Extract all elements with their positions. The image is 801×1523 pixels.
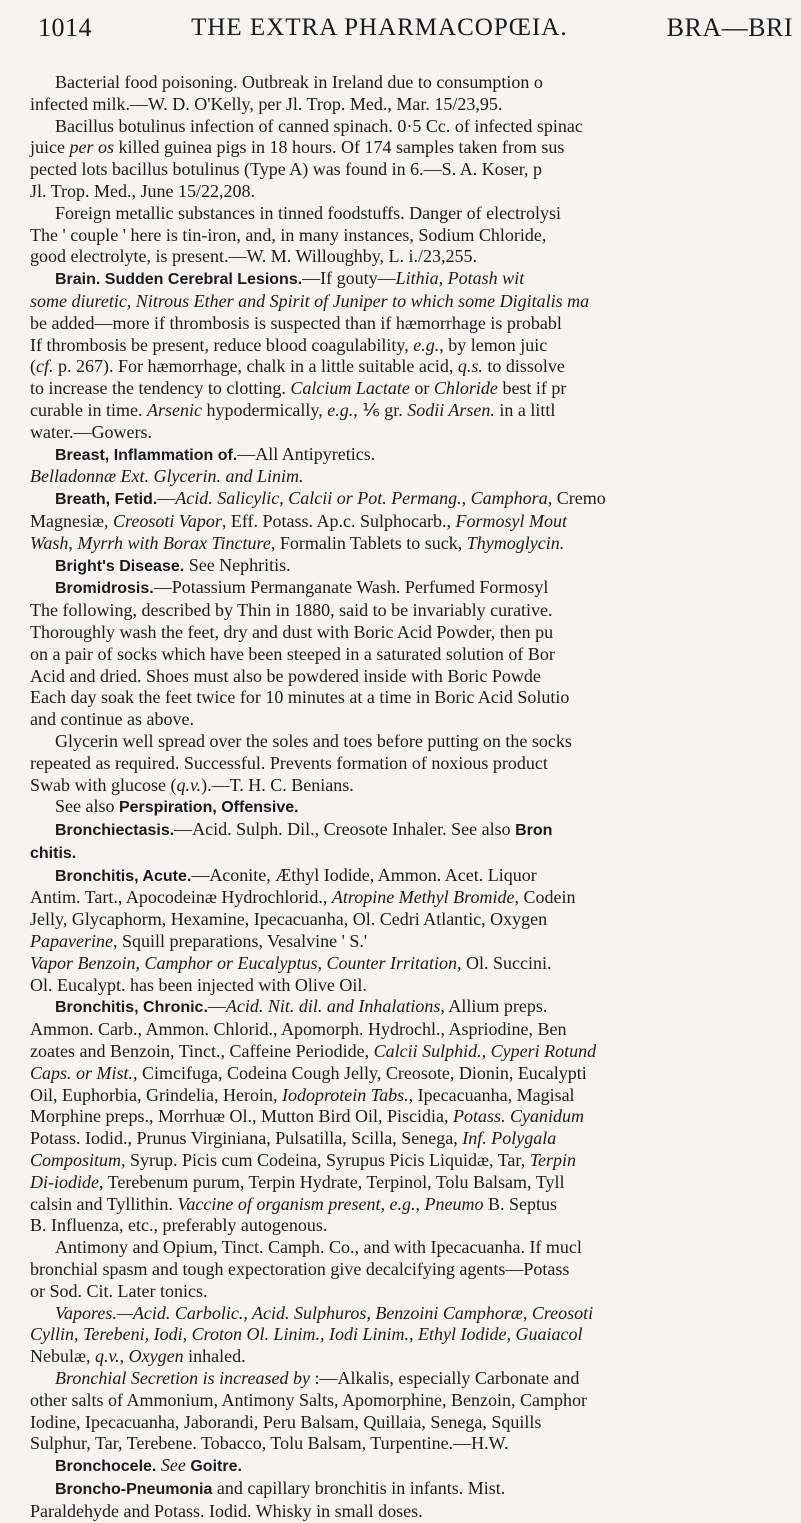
- text-run: B. Septus: [483, 1193, 558, 1214]
- italic-run: Formosyl Mout: [455, 510, 567, 531]
- entry-heading: Broncho-Pneumonia: [55, 1481, 213, 1498]
- text-run: If thrombosis be present, reduce blood coagulability,: [30, 334, 414, 355]
- entry-heading: Bronchocele.: [55, 1458, 157, 1476]
- text-run: , Ipecacuanha, Magisal: [408, 1084, 575, 1105]
- entry-heading: Bronchitis, Acute.: [55, 867, 192, 885]
- entry-line: [30, 335, 801, 357]
- text-run: zoates and Benzoin, Tinct., Caffeine Periodide,: [30, 1041, 374, 1062]
- text-run: Potass. Iodid., Prunus Virginiana, Pulsatilla, Scilla, Senega,: [30, 1128, 463, 1149]
- text-run: B. Influenza, etc., preferably autogenous.: [30, 1215, 328, 1236]
- text-run: Each day soak the feet twice for 10 minutes at a time in Boric Acid Solutio: [30, 687, 570, 708]
- entry-line: [30, 313, 801, 335]
- text-run: —All Antipyretics.: [237, 443, 376, 464]
- italic-run: Vaccine of organism present: [177, 1193, 381, 1214]
- entry-line: [30, 1390, 801, 1412]
- text-run: water.—Gowers.: [30, 421, 152, 442]
- text-run: and capillary bronchitis in infants. Mist.: [212, 1478, 506, 1498]
- page-body: [30, 72, 801, 1523]
- italic-run: Lithia, Potash wit: [395, 268, 525, 289]
- entry-line: [30, 600, 801, 622]
- text-run: Jl. Trop. Med., June 15/22,208.: [30, 180, 256, 201]
- text-run: , Squill preparations, Vesalvine ' S.': [112, 931, 368, 952]
- italic-run: q.s.: [457, 356, 483, 377]
- text-run: Acid and dried. Shoes must also be powdered inside with Boric Powde: [30, 665, 541, 686]
- text-run: —: [207, 996, 226, 1017]
- text-run: inhaled.: [183, 1346, 246, 1367]
- text-run: infected milk.—W. D. O'Kelly, per Jl. Trop. Med., Mar. 15/23,95.: [30, 93, 503, 114]
- entry-line: [30, 842, 801, 865]
- entry-first-line: [30, 116, 801, 138]
- entry-line: [30, 975, 801, 997]
- entry-line: [30, 687, 801, 709]
- italic-run: per os: [69, 137, 114, 158]
- entry-first-line: [30, 72, 801, 94]
- entry-first-line: [30, 1478, 801, 1501]
- text-run: good electrolyte, is present.—W. M. Willoughby, L. i./23,255.: [30, 246, 478, 267]
- text-run: Swab with glucose (: [30, 774, 177, 795]
- text-run: ,: [68, 532, 78, 553]
- italic-run: Vapores.—Acid. Carbolic., Acid. Sulphuros, Benzoini Camphoræ, Creosoti: [55, 1302, 594, 1323]
- text-run: Cremo: [552, 488, 606, 509]
- text-run: ,: [119, 1346, 129, 1367]
- entry-line: [30, 1281, 801, 1303]
- entry-line: [30, 1019, 801, 1041]
- running-title: THE EXTRA PHARMACOPŒIA.: [191, 14, 568, 41]
- italic-run: Pneumo: [424, 1193, 484, 1214]
- entry-heading: Bronchitis, Chronic.: [55, 999, 208, 1017]
- italic-run: Arsenic: [146, 399, 202, 420]
- text-run: , by lemon juic: [439, 334, 548, 355]
- italic-run: Di-iodide: [30, 1171, 99, 1192]
- text-run: to dissolve: [482, 356, 565, 377]
- text-run: Bacillus botulinus infection of canned spinach. 0·5 Cc. of infected spinac: [55, 115, 583, 136]
- text-run: killed guinea pigs in 18 hours. Of 174 samples taken from sus: [113, 137, 565, 158]
- entry-first-line: [30, 731, 801, 753]
- entry-line: [30, 1106, 801, 1128]
- text-run: best if pr: [497, 378, 567, 399]
- text-run: —Acid. Sulph. Dil., Creosote Inhaler. See also: [174, 819, 516, 840]
- text-run: Glycerin well spread over the soles and toes before putting on the socks: [55, 730, 572, 751]
- text-run: curable in time.: [30, 399, 147, 420]
- entry-line: [30, 909, 801, 931]
- text-run: —Potassium Permanganate Wash. Perfumed Formosyl: [153, 577, 549, 598]
- entry-line: [30, 400, 801, 422]
- entry-line: [30, 1172, 801, 1194]
- entry-first-line: [30, 555, 801, 578]
- italic-run: Belladonnæ Ext. Glycerin. and Linim.: [30, 466, 304, 487]
- entry-line: [30, 1215, 801, 1237]
- entry-heading: Breath, Fetid.: [55, 491, 158, 509]
- italic-run: q.v.: [176, 774, 202, 795]
- text-run: Jelly, Glycaphorm, Hexamine, Ipecacuanha, Ol. Cedri Atlantic, Oxygen: [30, 909, 548, 930]
- text-run: , Cimcifuga, Codeina Cough Jelly, Creosote, Dionin, Eucalypti: [133, 1062, 587, 1083]
- italic-run: Iodoprotein Tabs.: [281, 1084, 409, 1105]
- entry-heading: Bright's Disease.: [55, 557, 185, 575]
- italic-run: Atropine Methyl Bromide: [331, 887, 515, 908]
- entry-line: [30, 1501, 801, 1523]
- entry-first-line: [30, 819, 801, 842]
- entry-line: [30, 1041, 801, 1063]
- entry-line: [30, 94, 801, 116]
- text-run: and continue as above.: [30, 709, 194, 730]
- entry-line: [30, 378, 801, 400]
- entry-line: [30, 1085, 801, 1107]
- entry-heading: Bronchiectasis.: [55, 822, 175, 840]
- entry-line: [30, 225, 801, 247]
- text-run: , Codein: [514, 887, 576, 908]
- text-run: , Allium preps.: [440, 996, 548, 1017]
- text-run: Thoroughly wash the feet, dry and dust with Boric Acid Powder, then pu: [30, 621, 554, 642]
- italic-run: Bronchial Secretion is increased by: [55, 1368, 310, 1389]
- page-range: BRA—BRI: [666, 13, 793, 42]
- entry-line: [30, 709, 801, 731]
- text-run: Nebulæ,: [30, 1346, 95, 1367]
- text-run: The following, described by Thin in 1880, said to be invariably curative.: [30, 600, 553, 621]
- italic-run: See: [160, 1455, 186, 1476]
- entry-line: [30, 1259, 801, 1281]
- italic-run: e.g.: [327, 399, 354, 420]
- entry-line: [30, 753, 801, 775]
- italic-run: Cyllin, Terebeni, Iodi, Croton Ol. Linim., Iodi Linim., Ethyl Iodide, Guaiacol: [30, 1324, 583, 1345]
- entry-line: [30, 1128, 801, 1150]
- entry-first-line: [30, 203, 801, 225]
- italic-run: some diuretic, Nitrous Ether and Spirit of Juniper to which some Digitalis ma: [30, 290, 590, 311]
- entry-line: [30, 644, 801, 666]
- text-run: ,: [415, 1193, 425, 1214]
- entry-line: [30, 1150, 801, 1172]
- page-header: [38, 8, 793, 48]
- entry-heading: Bromidrosis.: [55, 580, 154, 598]
- entry-line: [30, 422, 801, 444]
- text-run: other salts of Ammonium, Antimony Salts, Apomorphine, Benzoin, Camphor: [30, 1389, 587, 1410]
- text-run: , Eff. Potass. Ap.c. Sulphocarb.,: [221, 510, 456, 531]
- entry-first-line: [30, 865, 801, 888]
- text-run: calsin and Tyllithin.: [30, 1193, 178, 1214]
- text-run: Ol. Eucalypt. has been injected with Olive Oil.: [30, 974, 367, 995]
- text-run: Oil, Euphorbia, Grindelia, Heroin,: [30, 1084, 282, 1105]
- text-run: , Terebenum purum, Terpin Hydrate, Terpinol, Tolu Balsam, Tyll: [99, 1171, 565, 1192]
- entry-first-line: [30, 996, 801, 1019]
- italic-run: Acid. Salicylic, Calcii or Pot. Permang., Camphora,: [175, 488, 553, 509]
- text-run: p. 267). For hæmorrhage, chalk in a little suitable acid,: [53, 356, 458, 377]
- italic-run: q.v.: [95, 1346, 120, 1367]
- italic-run: Oxygen: [128, 1346, 184, 1367]
- text-run: pected lots bacillus botulinus (Type A) was found in 6.—S. A. Koser, p: [30, 159, 542, 180]
- entry-line: [30, 137, 801, 159]
- italic-run: Compositum: [30, 1150, 122, 1171]
- italic-run: Chloride: [433, 378, 498, 399]
- entry-first-line: [30, 488, 801, 511]
- italic-run: Acid. Nit. dil. and Inhalations: [225, 996, 441, 1017]
- entry-line: [30, 666, 801, 688]
- entry-line: [30, 533, 801, 555]
- text-run: , Formalin Tablets to suck,: [270, 532, 467, 553]
- italic-run: Terpin: [529, 1150, 577, 1171]
- entry-line: [30, 1063, 801, 1085]
- text-run: —If gouty—: [302, 268, 396, 289]
- entry-line: [30, 1433, 801, 1455]
- entry-line: [30, 511, 801, 533]
- entry-line: [30, 1346, 801, 1368]
- entry-line: [30, 931, 801, 953]
- text-run: , Ol. Succini.: [457, 952, 552, 973]
- entry-heading: chitis.: [30, 844, 77, 862]
- entry-first-line: [30, 796, 801, 819]
- text-run: to increase the tendency to clotting.: [30, 378, 291, 399]
- italic-run: Inf. Polygala: [462, 1128, 557, 1149]
- italic-run: Calcii Sulphid., Cyperi Rotund: [373, 1041, 597, 1062]
- entry-first-line: [30, 577, 801, 600]
- text-run: Antim. Tart., Apocodeinæ Hydrochlorid.,: [30, 887, 332, 908]
- italic-run: Sodii Arsen.: [407, 399, 495, 420]
- italic-run: e.g.: [389, 1193, 416, 1214]
- entry-line: [30, 1324, 801, 1346]
- text-run: be added—more if thrombosis is suspected than if hæmorrhage is probabl: [30, 312, 562, 333]
- entry-line: [30, 622, 801, 644]
- entry-first-line: [30, 1455, 801, 1478]
- entry-line: [30, 1194, 801, 1216]
- italic-run: e.g.: [413, 334, 440, 355]
- text-run: Paraldehyde and Potass. Iodid. Whisky in small doses.: [30, 1500, 423, 1521]
- entry-heading: Bron: [515, 822, 553, 840]
- text-run: bronchial spasm and tough expectoration give decalcifying agents—Potass: [30, 1259, 570, 1280]
- text-run: Magnesiæ,: [30, 510, 113, 531]
- text-run: hypodermically,: [201, 399, 328, 420]
- italic-run: Papaverine: [30, 931, 113, 952]
- text-run: —Aconite, Æthyl Iodide, Ammon. Acet. Liquor: [191, 864, 537, 885]
- text-run: or: [409, 378, 434, 399]
- italic-run: Potass. Cyanidum: [452, 1106, 584, 1127]
- text-run: , Syrup. Picis cum Codeina, Syrupus Picis Liquidæ, Tar,: [121, 1150, 530, 1171]
- entry-heading: Breast, Inflammation of.: [55, 446, 238, 464]
- entry-first-line: [30, 268, 801, 291]
- text-run: ,: [380, 1193, 390, 1214]
- entry-line: [30, 159, 801, 181]
- entry-line: [30, 953, 801, 975]
- text-run: on a pair of socks which have been steeped in a saturated solution of Bor: [30, 643, 555, 664]
- text-run: or Sod. Cit. Later tonics.: [30, 1280, 208, 1301]
- text-run: juice: [30, 137, 70, 158]
- entry-line: [30, 1412, 801, 1434]
- entry-line: [30, 356, 801, 378]
- entry-line: [30, 181, 801, 203]
- italic-run: Creosoti Vapor: [113, 510, 222, 531]
- text-run: Iodine, Ipecacuanha, Jaborandi, Peru Balsam, Quillaia, Senega, Squills: [30, 1411, 542, 1432]
- text-run: Morphine preps., Morrhuæ Ol., Mutton Bird Oil, Piscidia,: [30, 1106, 453, 1127]
- text-run: Bacterial food poisoning. Outbreak in Ireland due to consumption o: [55, 72, 543, 92]
- text-run: :—Alkalis, especially Carbonate and: [309, 1368, 580, 1389]
- entry-line: [30, 466, 801, 488]
- entry-line: [30, 246, 801, 268]
- entry-heading: Brain. Sudden Cerebral Lesions.: [55, 271, 303, 289]
- text-run: Ammon. Carb., Ammon. Chlorid., Apomorph. Hydrochl., Aspriodine, Ben: [30, 1019, 567, 1040]
- entry-first-line: [30, 444, 801, 467]
- italic-run: Calcium Lactate: [290, 378, 410, 399]
- page-number: 1014: [38, 13, 92, 42]
- italic-run: Myrrh with Borax Tincture: [77, 532, 271, 553]
- text-run: ).—T. H. C. Benians.: [201, 774, 354, 795]
- text-run: , ⅙ gr.: [353, 399, 408, 420]
- entry-line: [30, 775, 801, 797]
- entry-heading: Goitre.: [190, 1458, 242, 1476]
- text-run: See also: [55, 796, 119, 817]
- entry-heading: Perspiration, Offensive.: [118, 799, 299, 817]
- text-run: See Nephritis.: [184, 554, 291, 575]
- italic-run: cf.: [36, 356, 54, 377]
- entry-line: [30, 291, 801, 313]
- text-run: in a littl: [494, 399, 556, 420]
- italic-run: Wash: [30, 532, 69, 553]
- italic-run: Thymoglycin.: [466, 532, 565, 553]
- entry-first-line: [30, 1237, 801, 1259]
- text-run: Foreign metallic substances in tinned foodstuffs. Danger of electrolysi: [55, 202, 562, 223]
- text-run: —: [157, 488, 176, 509]
- entry-first-line: [30, 1303, 801, 1325]
- text-run: The ' couple ' here is tin-iron, and, in many instances, Sodium Chloride,: [30, 224, 547, 245]
- text-run: Sulphur, Tar, Terebene. Tobacco, Tolu Balsam, Turpentine.—H.W.: [30, 1433, 509, 1454]
- italic-run: Caps. or Mist.: [30, 1062, 134, 1083]
- entry-line: [30, 887, 801, 909]
- text-run: (: [30, 356, 36, 377]
- text-run: repeated as required. Successful. Prevents formation of noxious product: [30, 752, 548, 773]
- text-run: Antimony and Opium, Tinct. Camph. Co., and with Ipecacuanha. If mucl: [55, 1237, 582, 1258]
- entry-first-line: [30, 1368, 801, 1390]
- italic-run: Vapor Benzoin, Camphor or Eucalyptus, Counter Irritation: [30, 952, 457, 973]
